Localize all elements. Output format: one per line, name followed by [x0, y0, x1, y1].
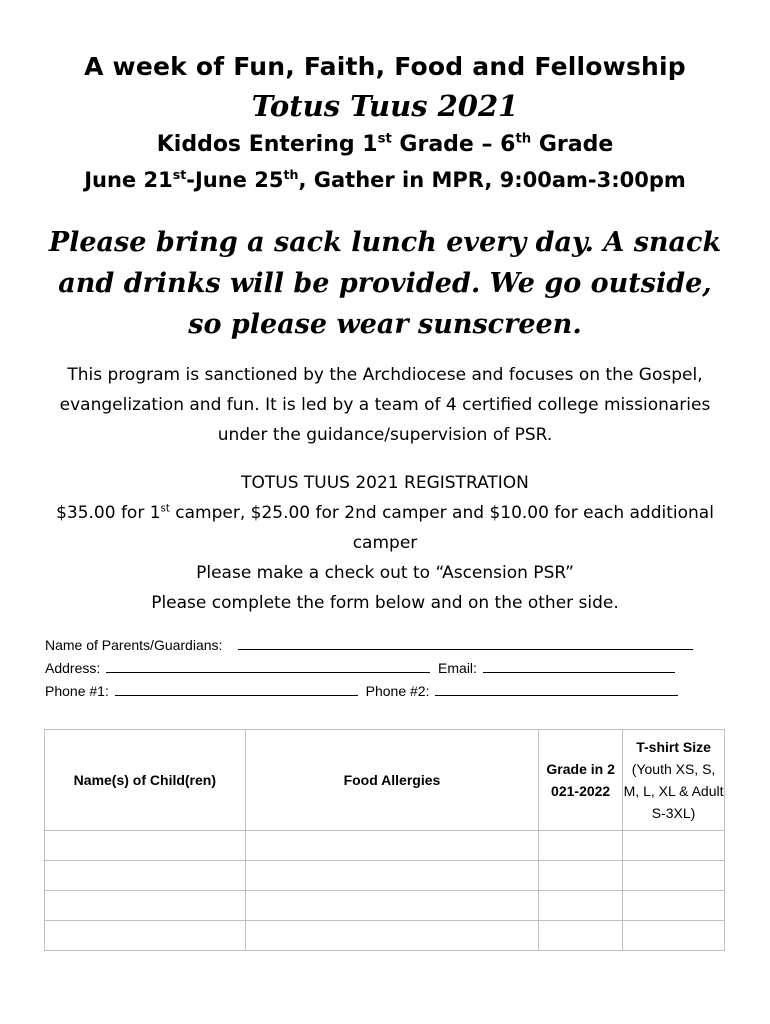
dates-c: , Gather in MPR, 9:00am-3:00pm [298, 168, 686, 192]
child-name-cell[interactable] [45, 921, 246, 951]
address-label: Address: [45, 660, 101, 676]
dates-a: June 21 [84, 168, 173, 192]
price-a: $35.00 for 1 [56, 503, 161, 523]
header-child-names: Name(s) of Child(ren) [45, 730, 246, 831]
table-header-row [45, 730, 725, 831]
price-sup: st [160, 503, 170, 515]
phone-row [45, 680, 735, 703]
food-allergies-cell[interactable] [245, 891, 538, 921]
grade-range [0, 132, 770, 157]
registration-section [40, 468, 730, 618]
parents-row [45, 634, 735, 657]
header-grade [539, 730, 623, 831]
grade-range-b: Grade – 6 [391, 132, 516, 157]
price-b: camper, $25.00 for 2nd camper and $10.00 for each additional camper [169, 503, 714, 553]
phone1-label: Phone #1: [45, 683, 109, 699]
child-name-cell[interactable] [45, 861, 246, 891]
child-name-cell[interactable] [45, 891, 246, 921]
grade-range-sup2: th [515, 131, 532, 147]
grade-cell[interactable] [539, 831, 623, 861]
header-tshirt-title: T-shirt Size [636, 739, 711, 755]
phone2-field[interactable] [435, 681, 678, 696]
header-tshirt-options: (Youth XS, S, M, L, XL & Adult S-3XL) [623, 761, 724, 821]
program-description: This program is sanctioned by the Archdiocese and focuses on the Gospel, evangelization and fun. It is led by a team of 4 certified college missionaries under the guidance/supervision of PSR. [59, 365, 711, 445]
address-field[interactable] [106, 658, 430, 673]
grade-cell[interactable] [539, 921, 623, 951]
complete-instructions: Please complete the form below and on the other side. [151, 593, 619, 613]
dates-sup1: st [172, 167, 187, 182]
table-row [45, 891, 725, 921]
email-field[interactable] [483, 658, 675, 673]
child-name-cell[interactable] [45, 831, 246, 861]
header-grade-text: Grade in 2021-2022 [546, 761, 615, 799]
table-row [45, 861, 725, 891]
tshirt-cell[interactable] [623, 921, 725, 951]
grade-range-sup1: st [377, 131, 392, 147]
tshirt-cell[interactable] [623, 891, 725, 921]
tshirt-cell[interactable] [623, 831, 725, 861]
food-allergies-cell[interactable] [245, 831, 538, 861]
page-title: Totus Tuus 2021 [251, 89, 519, 123]
lunch-notice: Please bring a sack lunch every day. A snack and drinks will be provided. We go outside, so please wear sunscreen. [48, 227, 722, 340]
food-allergies-cell[interactable] [245, 921, 538, 951]
phone1-field[interactable] [115, 681, 358, 696]
tshirt-cell[interactable] [623, 861, 725, 891]
grade-cell[interactable] [539, 891, 623, 921]
dates-sup2: th [283, 167, 299, 182]
registration-form [45, 634, 735, 703]
parents-label: Name of Parents/Guardians: [45, 637, 223, 653]
table-row [45, 831, 725, 861]
header-food-allergies: Food Allergies [245, 730, 538, 831]
phone2-label: Phone #2: [365, 683, 430, 699]
header-tagline: A week of Fun, Faith, Food and Fellowship [84, 52, 686, 81]
parents-field[interactable] [238, 635, 693, 650]
registration-title: TOTUS TUUS 2021 REGISTRATION [241, 473, 529, 493]
grade-range-c: Grade [531, 132, 614, 157]
grade-cell[interactable] [539, 861, 623, 891]
address-row [45, 657, 735, 680]
food-allergies-cell[interactable] [245, 861, 538, 891]
dates-b: -June 25 [186, 168, 284, 192]
dates-location [0, 168, 770, 192]
grade-range-a: Kiddos Entering 1 [156, 132, 378, 157]
children-table [44, 729, 725, 951]
check-instructions: Please make a check out to “Ascension PSR” [196, 563, 574, 583]
email-label: Email: [438, 660, 477, 676]
header-tshirt-size [623, 730, 725, 831]
registration-pricing [40, 498, 730, 558]
table-row [45, 921, 725, 951]
